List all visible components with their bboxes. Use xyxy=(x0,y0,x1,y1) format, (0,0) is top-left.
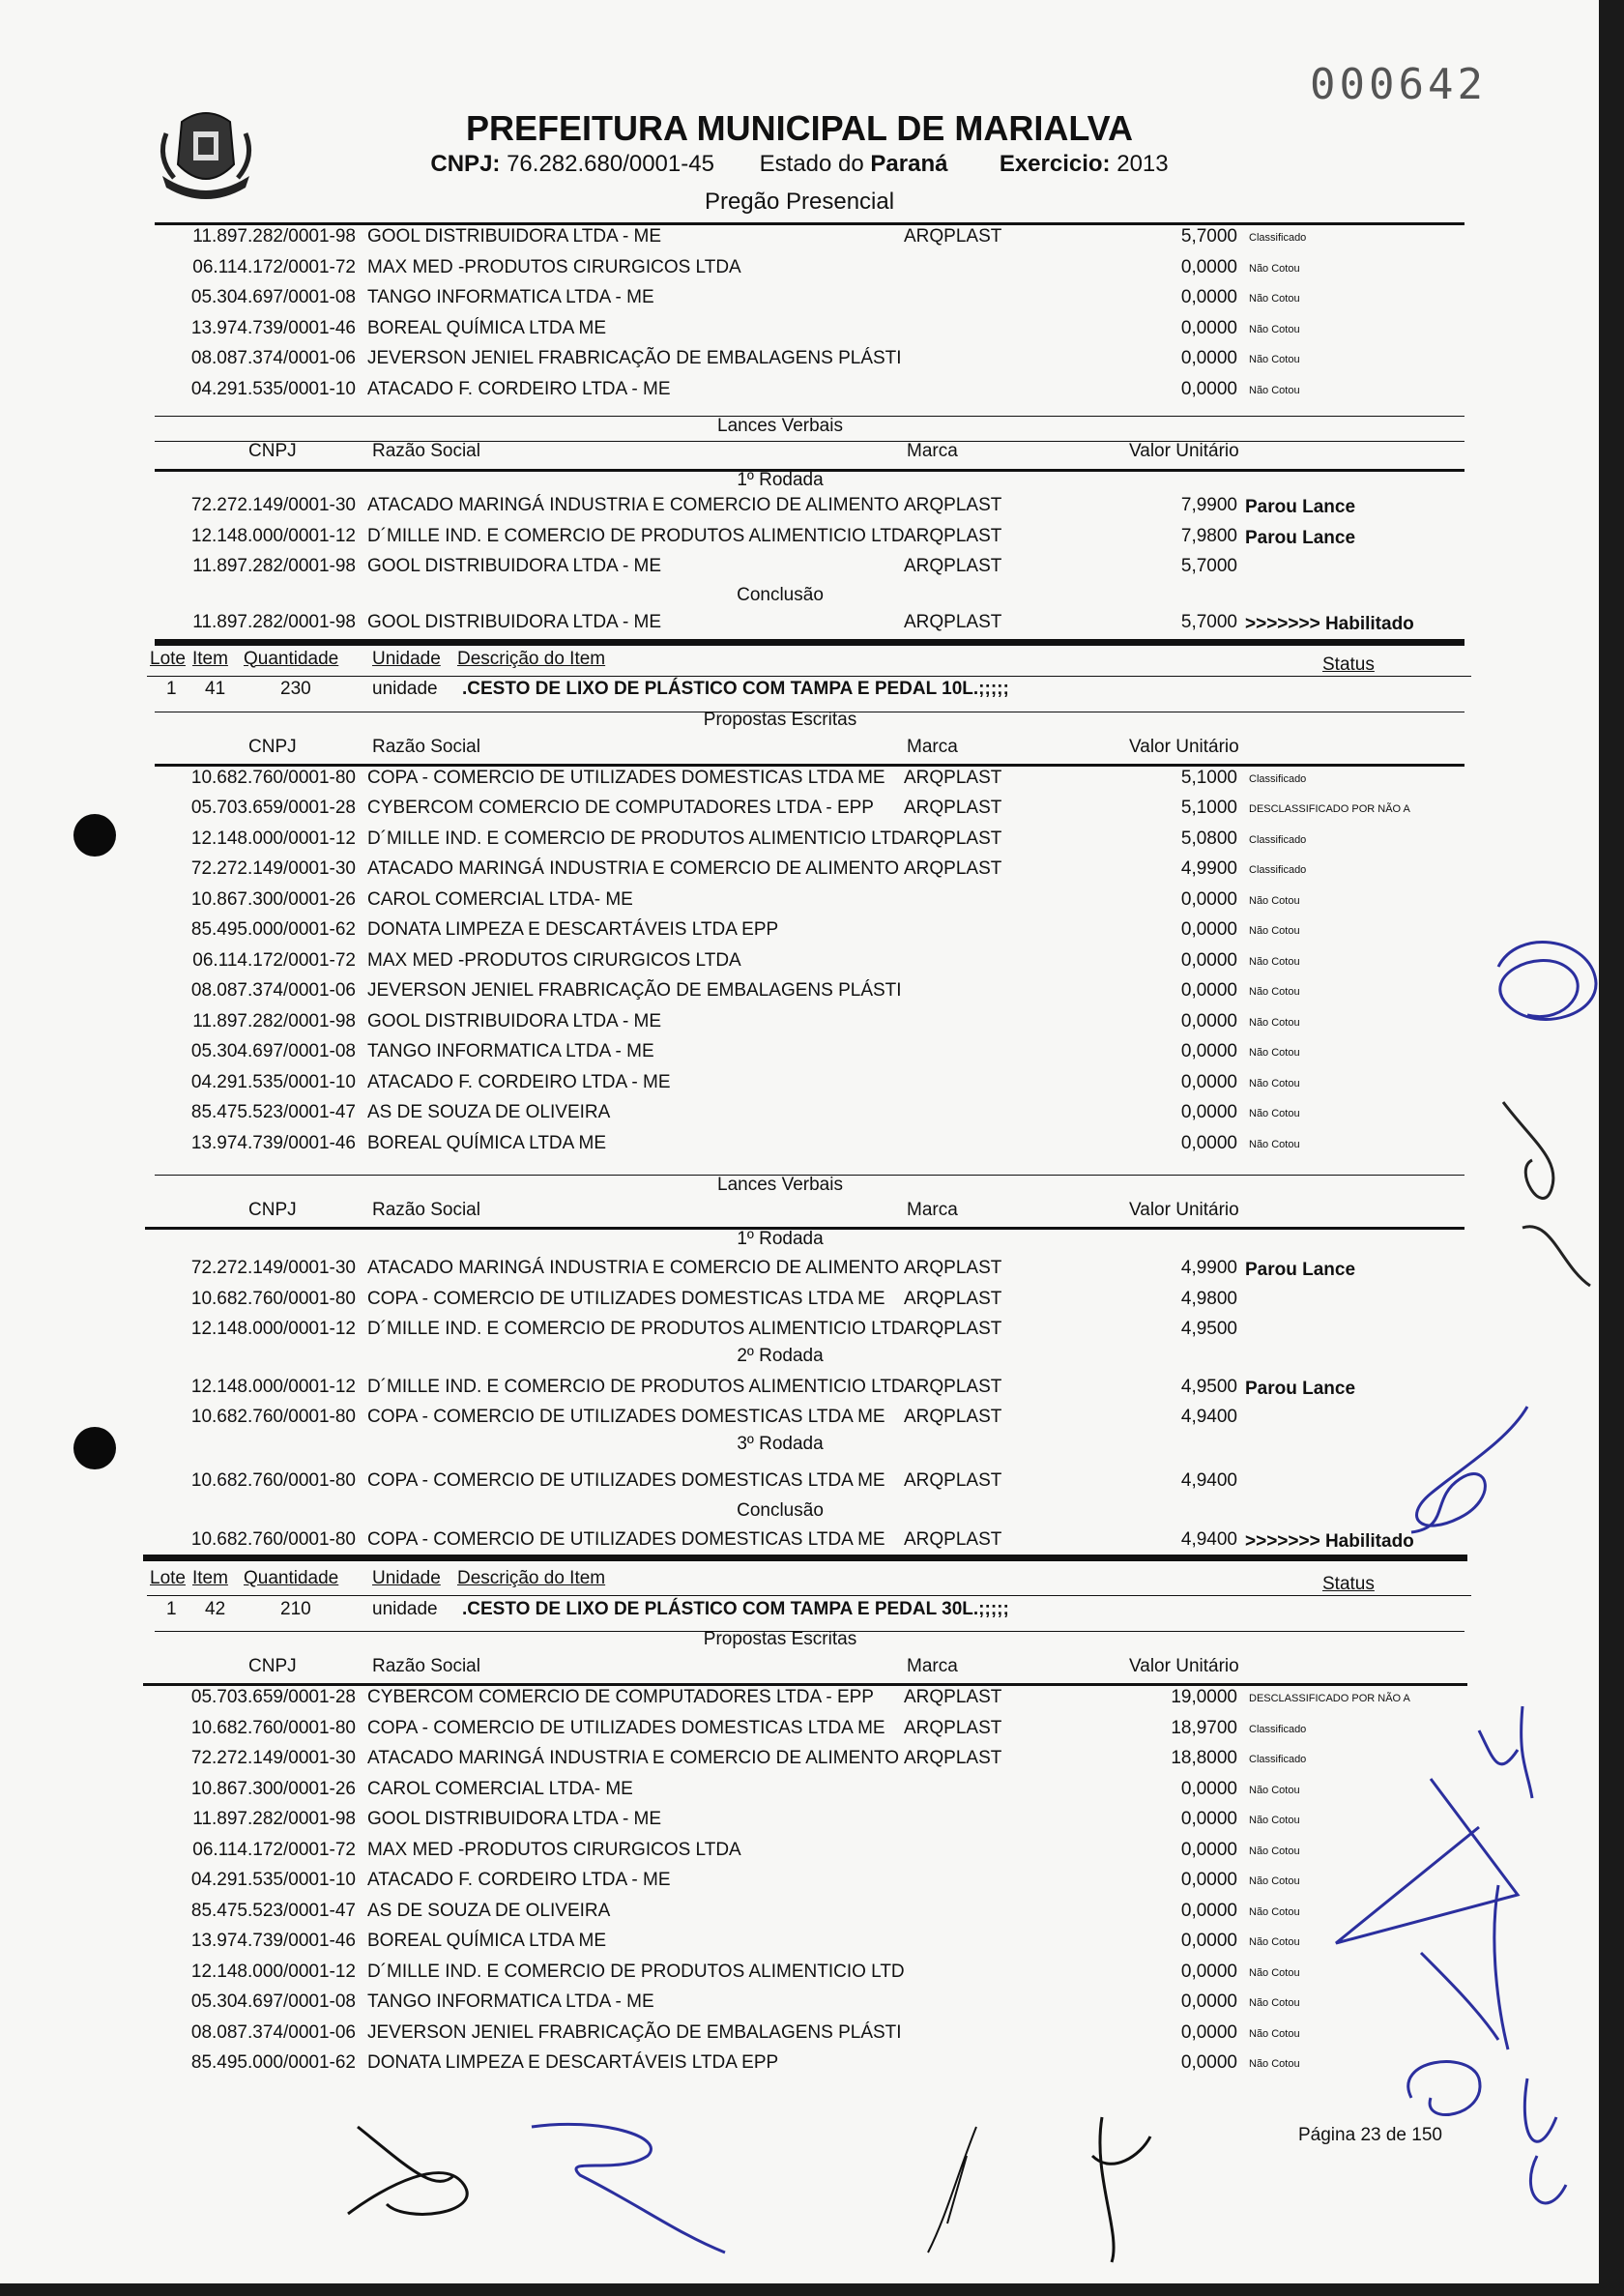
razao-cell: CYBERCOM COMERCIO DE COMPUTADORES LTDA - EPP xyxy=(367,1687,874,1707)
marca-cell: ARQPLAST xyxy=(904,1748,1002,1768)
valor-cell: 18,9700 xyxy=(1171,1717,1237,1738)
razao-cell: TANGO INFORMATICA LTDA - ME xyxy=(367,287,654,307)
marca-cell: ARQPLAST xyxy=(904,858,1002,879)
valor-cell: 7,9900 xyxy=(1180,495,1237,515)
cnpj-cell: 04.291.535/0001-10 xyxy=(190,1870,356,1890)
rule-line xyxy=(155,764,1464,767)
rule-line xyxy=(143,1683,1467,1686)
punch-hole xyxy=(73,1427,116,1469)
razao-cell: COPA - COMERCIO DE UTILIZADES DOMESTICAS LTDA ME xyxy=(367,1529,885,1550)
lote-value: 1 xyxy=(166,679,177,699)
status-cell: Não Cotou xyxy=(1249,1108,1300,1119)
document-title: PREFEITURA MUNICIPAL DE MARIALVA xyxy=(466,108,1133,148)
cnpj-cell: 13.974.739/0001-46 xyxy=(190,1931,356,1951)
cnpj-cell: 72.272.149/0001-30 xyxy=(190,1258,356,1278)
table-row xyxy=(0,1319,1599,1346)
col-descricao: Descrição do Item xyxy=(457,648,606,669)
cnpj-cell: 10.682.760/0001-80 xyxy=(190,1288,356,1309)
valor-cell: 4,9900 xyxy=(1180,1258,1237,1278)
razao-cell: JEVERSON JENIEL FRABRICAÇÃO DE EMBALAGENS PLÁSTI xyxy=(367,980,902,1001)
razao-cell: D´MILLE IND. E COMERCIO DE PRODUTOS ALIMENTICIO LTD xyxy=(367,1319,905,1339)
valor-cell: 5,7000 xyxy=(1180,611,1237,632)
cnpj-cell: 11.897.282/0001-98 xyxy=(192,556,356,576)
status-cell: Não Cotou xyxy=(1249,1815,1300,1826)
valor-cell: 0,0000 xyxy=(1180,256,1237,277)
status-cell: Não Cotou xyxy=(1249,986,1300,998)
table-row xyxy=(0,318,1599,345)
marca-cell: ARQPLAST xyxy=(904,767,1002,788)
status-cell: Não Cotou xyxy=(1249,925,1300,937)
rule-line xyxy=(155,639,1464,646)
razao-cell: ATACADO F. CORDEIRO LTDA - ME xyxy=(367,378,671,399)
exercicio-label: Exercicio: xyxy=(999,151,1111,177)
valor-cell: 5,7000 xyxy=(1180,556,1237,576)
item-value: 41 xyxy=(205,679,226,699)
marca-cell: ARQPLAST xyxy=(904,1258,1002,1278)
col-status: Status xyxy=(1322,1574,1375,1594)
table-row xyxy=(0,1470,1599,1497)
valor-cell: 0,0000 xyxy=(1180,1839,1237,1860)
page-stamp: 000642 xyxy=(1310,60,1487,109)
cnpj-cell: 10.682.760/0001-80 xyxy=(190,767,356,788)
item-header xyxy=(0,1568,1599,1595)
marca-cell: ARQPLAST xyxy=(904,556,1002,576)
cnpj-cell: 06.114.172/0001-72 xyxy=(192,949,356,971)
razao-cell: D´MILLE IND. E COMERCIO DE PRODUTOS ALIMENTICIO LTD xyxy=(367,525,905,546)
status-cell: >>>>>>> Habilitado xyxy=(1245,1531,1414,1552)
razao-cell: ATACADO MARINGÁ INDUSTRIA E COMERCIO DE ALIMENTO xyxy=(367,495,900,515)
valor-cell: 0,0000 xyxy=(1180,888,1237,910)
quantidade-value: 230 xyxy=(280,679,311,699)
exercicio-value: 2013 xyxy=(1116,151,1169,177)
signature-scribble xyxy=(1373,2040,1585,2233)
col-lote: Lote xyxy=(150,1568,186,1588)
razao-cell: MAX MED -PRODUTOS CIRURGICOS LTDA xyxy=(367,949,741,971)
status-cell: Classificado xyxy=(1249,833,1307,846)
cnpj-cell: 05.304.697/0001-08 xyxy=(190,1991,356,2012)
razao-cell: TANGO INFORMATICA LTDA - ME xyxy=(367,1991,654,2012)
item-row xyxy=(0,679,1599,706)
razao-cell: COPA - COMERCIO DE UTILIZADES DOMESTICAS LTDA ME xyxy=(367,1469,885,1491)
modalidade: Pregão Presencial xyxy=(704,189,895,215)
marca-cell: ARQPLAST xyxy=(904,226,1002,247)
cnpj-cell: 04.291.535/0001-10 xyxy=(190,1071,356,1092)
valor-cell: 0,0000 xyxy=(1180,1041,1237,1061)
col-item: Item xyxy=(192,648,228,669)
table-row xyxy=(0,858,1599,886)
col-descricao: Descrição do Item xyxy=(457,1568,606,1588)
table-row xyxy=(0,287,1599,314)
razao-cell: MAX MED -PRODUTOS CIRURGICOS LTDA xyxy=(367,1839,741,1860)
status-cell: Não Cotou xyxy=(1249,2027,1300,2040)
valor-cell: 5,0800 xyxy=(1180,828,1237,849)
cnpj-cell: 08.087.374/0001-06 xyxy=(190,348,356,368)
razao-cell: COPA - COMERCIO DE UTILIZADES DOMESTICAS LTDA ME xyxy=(367,1717,885,1738)
status-cell: Não Cotou xyxy=(1249,1875,1300,1887)
quantidade-value: 210 xyxy=(280,1598,311,1619)
valor-cell: 0,0000 xyxy=(1180,317,1237,338)
col-cnpj: CNPJ xyxy=(248,1656,297,1676)
status-cell: Não Cotou xyxy=(1249,1966,1300,1979)
marca-cell: ARQPLAST xyxy=(904,1407,1002,1427)
col-status: Status xyxy=(1322,654,1375,675)
cnpj-cell: 12.148.000/0001-12 xyxy=(190,1961,356,1982)
razao-cell: GOOL DISTRIBUIDORA LTDA - ME xyxy=(367,1809,662,1829)
razao-cell: ATACADO MARINGÁ INDUSTRIA E COMERCIO DE ALIMENTO xyxy=(367,1258,900,1278)
razao-cell: GOOL DISTRIBUIDORA LTDA - ME xyxy=(367,556,662,576)
marca-cell: ARQPLAST xyxy=(904,1687,1002,1707)
razao-cell: ATACADO F. CORDEIRO LTDA - ME xyxy=(367,1870,671,1890)
table-row xyxy=(0,226,1599,253)
cnpj-cell: 85.475.523/0001-47 xyxy=(190,1900,356,1921)
valor-cell: 0,0000 xyxy=(1180,1961,1237,1982)
signature-scribble xyxy=(348,2117,1315,2262)
estado-label: Estado do xyxy=(759,151,864,177)
valor-cell: 0,0000 xyxy=(1180,1870,1237,1890)
section-propostas: Propostas Escritas xyxy=(703,709,857,730)
cnpj-cell: 11.897.282/0001-98 xyxy=(192,1010,356,1032)
table-row xyxy=(0,1133,1599,1160)
signature-scribble xyxy=(1494,1083,1600,1295)
razao-cell: TANGO INFORMATICA LTDA - ME xyxy=(367,1041,654,1061)
valor-cell: 0,0000 xyxy=(1180,1931,1237,1951)
razao-cell: ATACADO F. CORDEIRO LTDA - ME xyxy=(367,1071,671,1092)
valor-cell: 0,0000 xyxy=(1180,1778,1237,1799)
col-valor: Valor Unitário xyxy=(1129,441,1239,461)
valor-cell: 4,9800 xyxy=(1180,1288,1237,1309)
cnpj-cell: 10.682.760/0001-80 xyxy=(190,1469,356,1491)
status-cell: Não Cotou xyxy=(1249,894,1300,907)
rule-line xyxy=(143,1555,1467,1561)
status-cell: Classificado xyxy=(1249,864,1307,876)
razao-cell: DONATA LIMPEZA E DESCARTÁVEIS LTDA EPP xyxy=(367,919,779,940)
razao-cell: AS DE SOUZA DE OLIVEIRA xyxy=(367,1102,611,1122)
table-row xyxy=(0,919,1599,946)
cnpj-cell: 12.148.000/0001-12 xyxy=(190,525,356,546)
status-cell: >>>>>>> Habilitado xyxy=(1245,613,1414,634)
status-cell: Parou Lance xyxy=(1245,1260,1356,1280)
cnpj-cell: 12.148.000/0001-12 xyxy=(190,1376,356,1397)
status-cell: Não Cotou xyxy=(1249,1936,1300,1948)
razao-cell: DONATA LIMPEZA E DESCARTÁVEIS LTDA EPP xyxy=(367,2052,779,2073)
cnpj-cell: 13.974.739/0001-46 xyxy=(190,1132,356,1153)
valor-cell: 0,0000 xyxy=(1180,2021,1237,2043)
valor-cell: 0,0000 xyxy=(1180,2052,1237,2073)
marca-cell: ARQPLAST xyxy=(904,1717,1002,1738)
cnpj-cell: 72.272.149/0001-30 xyxy=(190,858,356,879)
valor-cell: 0,0000 xyxy=(1180,1102,1237,1122)
razao-cell: D´MILLE IND. E COMERCIO DE PRODUTOS ALIMENTICIO LTD xyxy=(367,1961,905,1982)
col-razao: Razão Social xyxy=(372,736,480,757)
marca-cell: ARQPLAST xyxy=(904,798,1002,818)
valor-cell: 0,0000 xyxy=(1180,1991,1237,2012)
rule-line xyxy=(147,676,1471,677)
cnpj-cell: 04.291.535/0001-10 xyxy=(190,378,356,399)
razao-cell: CYBERCOM COMERCIO DE COMPUTADORES LTDA - EPP xyxy=(367,798,874,818)
status-cell: Não Cotou xyxy=(1249,1997,1300,2009)
cnpj-cell: 06.114.172/0001-72 xyxy=(192,256,356,277)
status-cell: Não Cotou xyxy=(1249,955,1300,968)
marca-cell: ARQPLAST xyxy=(904,1288,1002,1309)
cnpj-cell: 08.087.374/0001-06 xyxy=(190,2021,356,2043)
cnpj-cell: 85.475.523/0001-47 xyxy=(190,1102,356,1122)
table-row xyxy=(0,798,1599,825)
cnpj-cell: 05.304.697/0001-08 xyxy=(190,1041,356,1061)
status-cell: Não Cotou xyxy=(1249,2058,1300,2070)
cnpj-cell: 05.703.659/0001-28 xyxy=(190,798,356,818)
status-cell: Não Cotou xyxy=(1249,1138,1300,1150)
col-marca: Marca xyxy=(907,441,958,461)
razao-cell: JEVERSON JENIEL FRABRICAÇÃO DE EMBALAGENS PLÁSTI xyxy=(367,2021,902,2043)
column-header xyxy=(0,737,1599,764)
valor-cell: 4,9500 xyxy=(1180,1319,1237,1339)
col-razao: Razão Social xyxy=(372,441,480,461)
table-row xyxy=(0,257,1599,284)
razao-cell: GOOL DISTRIBUIDORA LTDA - ME xyxy=(367,611,662,632)
valor-cell: 0,0000 xyxy=(1180,1809,1237,1829)
marca-cell: ARQPLAST xyxy=(904,828,1002,849)
status-cell: Não Cotou xyxy=(1249,293,1300,305)
razao-cell: BOREAL QUÍMICA LTDA ME xyxy=(367,1931,607,1951)
descricao-value: .CESTO DE LIXO DE PLÁSTICO COM TAMPA E PEDAL 30L.;;;;; xyxy=(462,1598,1009,1619)
cnpj-cell: 10.867.300/0001-26 xyxy=(190,1778,356,1799)
valor-cell: 7,9800 xyxy=(1180,525,1237,546)
cnpj-cell: 05.304.697/0001-08 xyxy=(190,287,356,307)
col-quantidade: Quantidade xyxy=(244,648,339,669)
table-row xyxy=(0,1377,1599,1404)
item-value: 42 xyxy=(205,1598,226,1619)
status-cell: Não Cotou xyxy=(1249,1845,1300,1857)
section-lances-verbais: Lances Verbais xyxy=(717,416,843,436)
razao-cell: BOREAL QUÍMICA LTDA ME xyxy=(367,1132,607,1153)
col-cnpj: CNPJ xyxy=(248,1200,297,1220)
conclusao-label: Conclusão xyxy=(737,584,824,605)
signature-scribble xyxy=(1392,1402,1537,1537)
cnpj-cell: 11.897.282/0001-98 xyxy=(192,611,356,632)
col-unidade: Unidade xyxy=(372,648,441,669)
status-cell: Não Cotou xyxy=(1249,354,1300,365)
marca-cell: ARQPLAST xyxy=(904,611,1002,632)
cnpj-cell: 10.867.300/0001-26 xyxy=(190,888,356,910)
valor-cell: 0,0000 xyxy=(1180,1071,1237,1092)
conclusao-row xyxy=(0,612,1599,639)
rule-line xyxy=(155,222,1464,225)
cnpj-cell: 13.974.739/0001-46 xyxy=(190,317,356,338)
cnpj-cell: 05.703.659/0001-28 xyxy=(190,1687,356,1707)
col-unidade: Unidade xyxy=(372,1568,441,1588)
conclusao-row xyxy=(0,1529,1599,1556)
razao-cell: CAROL COMERCIAL LTDA- ME xyxy=(367,1778,633,1799)
valor-cell: 0,0000 xyxy=(1180,980,1237,1001)
valor-cell: 4,9500 xyxy=(1180,1376,1237,1397)
table-row xyxy=(0,768,1599,795)
valor-cell: 0,0000 xyxy=(1180,919,1237,940)
col-razao: Razão Social xyxy=(372,1200,480,1220)
cnpj-cell: 10.682.760/0001-80 xyxy=(190,1529,356,1550)
status-cell: Não Cotou xyxy=(1249,1784,1300,1796)
cnpj-cell: 72.272.149/0001-30 xyxy=(190,495,356,515)
razao-cell: ATACADO MARINGÁ INDUSTRIA E COMERCIO DE ALIMENTO xyxy=(367,858,900,879)
status-cell: DESCLASSIFICADO POR NÃO A xyxy=(1249,1693,1410,1704)
marca-cell: ARQPLAST xyxy=(904,1529,1002,1550)
section-lances-verbais: Lances Verbais xyxy=(717,1175,843,1195)
cnpj-cell: 10.682.760/0001-80 xyxy=(190,1717,356,1738)
status-cell: Não Cotou xyxy=(1249,262,1300,275)
razao-cell: GOOL DISTRIBUIDORA LTDA - ME xyxy=(367,226,662,247)
table-row xyxy=(0,379,1599,406)
status-cell: Não Cotou xyxy=(1249,323,1300,335)
document-subtitle xyxy=(0,151,1599,178)
round-label: 3º Rodada xyxy=(737,1433,824,1454)
status-cell: Não Cotou xyxy=(1249,1905,1300,1918)
table-row xyxy=(0,1041,1599,1068)
table-row xyxy=(0,556,1599,583)
razao-cell: MAX MED -PRODUTOS CIRURGICOS LTDA xyxy=(367,256,741,277)
valor-cell: 0,0000 xyxy=(1180,1010,1237,1032)
cnpj-cell: 12.148.000/0001-12 xyxy=(190,1319,356,1339)
marca-cell: ARQPLAST xyxy=(904,1319,1002,1339)
status-cell: Parou Lance xyxy=(1245,497,1356,517)
unidade-value: unidade xyxy=(372,679,438,699)
valor-cell: 0,0000 xyxy=(1180,1132,1237,1153)
razao-cell: COPA - COMERCIO DE UTILIZADES DOMESTICAS LTDA ME xyxy=(367,1288,885,1309)
status-cell: Classificado xyxy=(1249,1723,1307,1735)
cnpj-value: 76.282.680/0001-45 xyxy=(507,151,714,177)
table-row xyxy=(0,1072,1599,1099)
razao-cell: COPA - COMERCIO DE UTILIZADES DOMESTICAS LTDA ME xyxy=(367,767,885,788)
column-header xyxy=(0,441,1599,468)
table-row xyxy=(0,348,1599,375)
valor-cell: 4,9900 xyxy=(1180,858,1237,879)
cnpj-cell: 06.114.172/0001-72 xyxy=(192,1839,356,1860)
col-marca: Marca xyxy=(907,1200,958,1220)
marca-cell: ARQPLAST xyxy=(904,495,1002,515)
valor-cell: 5,1000 xyxy=(1180,798,1237,818)
status-cell: Parou Lance xyxy=(1245,527,1356,548)
column-header xyxy=(0,1656,1599,1683)
table-row xyxy=(0,889,1599,916)
table-row xyxy=(0,1258,1599,1285)
valor-cell: 5,7000 xyxy=(1180,226,1237,247)
table-row xyxy=(0,1102,1599,1129)
cnpj-cell: 72.272.149/0001-30 xyxy=(190,1748,356,1768)
table-row xyxy=(0,950,1599,977)
valor-cell: 18,8000 xyxy=(1171,1748,1237,1768)
col-valor: Valor Unitário xyxy=(1129,1200,1239,1220)
status-cell: Não Cotou xyxy=(1249,1016,1300,1029)
table-row xyxy=(0,828,1599,856)
marca-cell: ARQPLAST xyxy=(904,1376,1002,1397)
valor-cell: 0,0000 xyxy=(1180,287,1237,307)
status-cell: Não Cotou xyxy=(1249,384,1300,396)
table-row xyxy=(0,1011,1599,1038)
razao-cell: BOREAL QUÍMICA LTDA ME xyxy=(367,317,607,338)
cnpj-cell: 11.897.282/0001-98 xyxy=(192,1809,356,1829)
page-number: Página 23 de 150 xyxy=(1298,2125,1442,2145)
status-cell: Classificado xyxy=(1249,772,1307,785)
col-valor: Valor Unitário xyxy=(1129,736,1239,757)
razao-cell: JEVERSON JENIEL FRABRICAÇÃO DE EMBALAGENS PLÁSTI xyxy=(367,348,902,368)
valor-cell: 5,1000 xyxy=(1180,767,1237,788)
col-cnpj: CNPJ xyxy=(248,441,297,461)
rule-line xyxy=(147,1595,1471,1596)
razao-cell: COPA - COMERCIO DE UTILIZADES DOMESTICAS LTDA ME xyxy=(367,1407,885,1427)
razao-cell: CAROL COMERCIAL LTDA- ME xyxy=(367,888,633,910)
valor-cell: 4,9400 xyxy=(1180,1469,1237,1491)
round-label: 1º Rodada xyxy=(737,470,824,490)
status-cell: Não Cotou xyxy=(1249,1047,1300,1059)
estado-value: Paraná xyxy=(870,151,948,177)
col-quantidade: Quantidade xyxy=(244,1568,339,1588)
razao-cell: AS DE SOUZA DE OLIVEIRA xyxy=(367,1900,611,1921)
valor-cell: 4,9400 xyxy=(1180,1407,1237,1427)
cnpj-cell: 10.682.760/0001-80 xyxy=(190,1407,356,1427)
round-label: 1º Rodada xyxy=(737,1229,824,1249)
cnpj-cell: 85.495.000/0001-62 xyxy=(190,919,356,940)
status-cell: Não Cotou xyxy=(1249,1077,1300,1090)
valor-cell: 0,0000 xyxy=(1180,348,1237,368)
marca-cell: ARQPLAST xyxy=(904,1469,1002,1491)
status-cell: Classificado xyxy=(1249,1754,1307,1765)
valor-cell: 19,0000 xyxy=(1171,1687,1237,1707)
signature-scribble xyxy=(1324,1701,1547,2069)
marca-cell: ARQPLAST xyxy=(904,525,1002,546)
signature-scribble xyxy=(1479,928,1614,1044)
razao-cell: GOOL DISTRIBUIDORA LTDA - ME xyxy=(367,1010,662,1032)
valor-cell: 4,9400 xyxy=(1180,1529,1237,1550)
table-row xyxy=(0,1407,1599,1434)
status-cell: DESCLASSIFICADO POR NÃO A xyxy=(1249,803,1410,815)
unidade-value: unidade xyxy=(372,1598,438,1619)
round-label: 2º Rodada xyxy=(737,1345,824,1366)
valor-cell: 0,0000 xyxy=(1180,949,1237,971)
col-razao: Razão Social xyxy=(372,1656,480,1676)
table-row xyxy=(0,1289,1599,1316)
cnpj-cell: 12.148.000/0001-12 xyxy=(190,828,356,849)
col-item: Item xyxy=(192,1568,228,1588)
table-row xyxy=(0,526,1599,553)
col-valor: Valor Unitário xyxy=(1129,1656,1239,1676)
valor-cell: 0,0000 xyxy=(1180,378,1237,399)
cnpj-cell: 08.087.374/0001-06 xyxy=(190,980,356,1001)
descricao-value: .CESTO DE LIXO DE PLÁSTICO COM TAMPA E PEDAL 10L.;;;;; xyxy=(462,679,1009,699)
valor-cell: 0,0000 xyxy=(1180,1900,1237,1921)
punch-hole xyxy=(73,814,116,857)
cnpj-cell: 11.897.282/0001-98 xyxy=(192,226,356,247)
razao-cell: D´MILLE IND. E COMERCIO DE PRODUTOS ALIMENTICIO LTD xyxy=(367,828,905,849)
status-cell: Parou Lance xyxy=(1245,1378,1356,1399)
col-marca: Marca xyxy=(907,736,958,757)
table-row xyxy=(0,495,1599,522)
cnpj-cell: 85.495.000/0001-62 xyxy=(190,2052,356,2073)
col-cnpj: CNPJ xyxy=(248,736,297,757)
column-header xyxy=(0,1200,1599,1227)
razao-cell: ATACADO MARINGÁ INDUSTRIA E COMERCIO DE ALIMENTO xyxy=(367,1748,900,1768)
table-row xyxy=(0,980,1599,1007)
col-marca: Marca xyxy=(907,1656,958,1676)
item-header xyxy=(0,649,1599,676)
item-row xyxy=(0,1599,1599,1626)
razao-cell: D´MILLE IND. E COMERCIO DE PRODUTOS ALIMENTICIO LTD xyxy=(367,1376,905,1397)
col-lote: Lote xyxy=(150,648,186,669)
status-cell: Classificado xyxy=(1249,232,1307,244)
conclusao-label: Conclusão xyxy=(737,1500,824,1521)
section-propostas: Propostas Escritas xyxy=(703,1629,857,1649)
lote-value: 1 xyxy=(166,1598,177,1619)
cnpj-label: CNPJ: xyxy=(430,151,501,177)
